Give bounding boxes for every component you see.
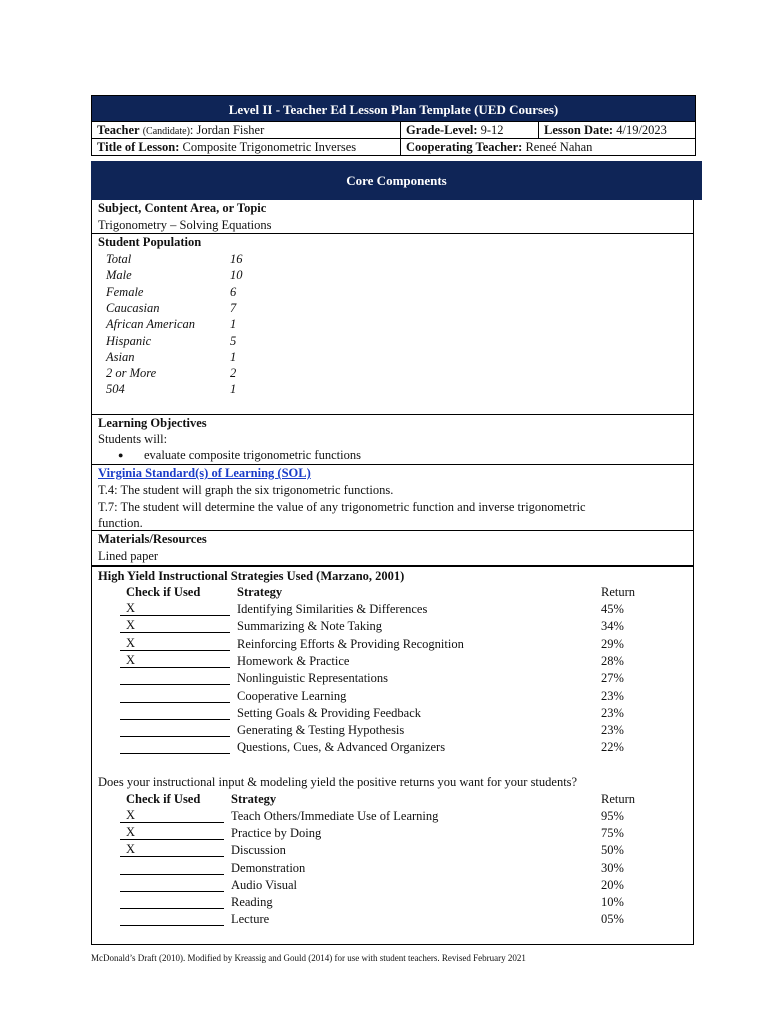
check-blank[interactable]: X xyxy=(120,636,230,651)
strategy-name: Audio Visual xyxy=(231,877,298,892)
coop-teacher-value: Reneé Nahan xyxy=(525,140,593,154)
footer-citation: McDonald’s Draft (2010). Modified by Kreassig and Gould (2014) for use with student teachers. Revised February 2021 xyxy=(91,953,526,963)
check-blank[interactable] xyxy=(120,722,230,737)
population-row-label: Asian xyxy=(106,349,135,364)
sol-t7-line1: T.7: The student will determine the value of any trigonometric function and inverse trigonometric xyxy=(98,500,586,514)
population-row-value: 6 xyxy=(230,284,237,299)
strategy-name: Generating & Testing Hypothesis xyxy=(237,723,405,738)
strategy-return: 28% xyxy=(601,653,624,668)
date-value: 4/19/2023 xyxy=(616,123,667,137)
check-blank[interactable]: X xyxy=(120,653,230,668)
strategy-return: 23% xyxy=(601,705,624,720)
strategy-return: 45% xyxy=(601,602,624,616)
population-row-label: 504 xyxy=(106,382,125,397)
sol-link[interactable]: Virginia Standard(s) of Learning (SOL) xyxy=(98,466,311,480)
sol-t4: T.4: The student will graph the six trigonometric functions. xyxy=(98,483,394,497)
strategy-name: Teach Others/Immediate Use of Learning xyxy=(231,809,439,823)
strategy-name: Questions, Cues, & Advanced Organizers xyxy=(237,740,446,755)
check-blank[interactable]: X xyxy=(120,618,230,633)
population-row-value: 16 xyxy=(230,252,243,266)
subject-section xyxy=(91,200,694,234)
teacher-cell xyxy=(92,122,400,138)
strategy-return: 23% xyxy=(601,688,624,703)
population-row-label: Total xyxy=(106,252,132,266)
population-row-value: 1 xyxy=(230,382,237,397)
input-question: Does your instructional input & modeling yield the positive returns you want for your students? xyxy=(98,775,578,789)
strategy-name: Cooperative Learning xyxy=(237,688,347,703)
population-row-label: Male xyxy=(106,268,132,283)
strategy-return: 10% xyxy=(601,895,624,909)
strategies-section xyxy=(91,567,694,945)
sol-t7-line2: function. xyxy=(98,516,143,530)
strategy-return: 95% xyxy=(601,809,624,823)
population-row-value: 1 xyxy=(230,317,237,332)
header-row-lesson xyxy=(91,139,696,156)
lesson-title-value: Composite Trigonometric Inverses xyxy=(182,140,357,154)
candidate-label: (Candidate) xyxy=(142,126,190,137)
check-blank[interactable]: X xyxy=(120,825,224,840)
teacher-colon: : xyxy=(189,123,194,137)
check-blank[interactable] xyxy=(120,911,224,926)
strategy-name: Setting Goals & Providing Feedback xyxy=(237,705,422,720)
population-row-label: 2 or More xyxy=(106,366,157,381)
strategy-return: 27% xyxy=(601,671,624,686)
strategy-return: 29% xyxy=(601,636,624,651)
materials-section xyxy=(91,531,694,567)
objective-item: evaluate composite trigonometric functions xyxy=(144,448,361,462)
check-blank[interactable] xyxy=(120,894,224,909)
core-components-header: Core Components xyxy=(91,161,702,200)
population-row-value: 7 xyxy=(230,300,237,315)
strategy-return: 23% xyxy=(601,723,624,738)
grade-value: 9-12 xyxy=(480,123,504,137)
check-blank[interactable]: X xyxy=(120,601,230,616)
population-row-value: 5 xyxy=(230,333,237,348)
strategy-return: 75% xyxy=(601,826,624,841)
input-col-strategy: Strategy xyxy=(231,792,277,806)
date-label: Lesson Date: xyxy=(544,123,614,137)
check-blank[interactable] xyxy=(120,688,230,703)
population-section xyxy=(91,234,694,415)
coop-teacher-cell xyxy=(400,139,695,155)
objectives-label: Learning Objectives xyxy=(98,416,207,430)
population-row-label: African American xyxy=(106,317,195,332)
check-blank[interactable] xyxy=(120,739,230,754)
strategy-name: Identifying Similarities & Differences xyxy=(237,602,428,616)
teacher-label: Teacher xyxy=(97,123,140,137)
strategy-name: Reinforcing Efforts & Providing Recognition xyxy=(237,636,464,651)
population-label: Student Population xyxy=(98,235,202,249)
strategy-return: 50% xyxy=(601,843,624,858)
input-col-check: Check if Used xyxy=(126,792,201,806)
strategy-name: Homework & Practice xyxy=(237,653,350,668)
population-row-value: 2 xyxy=(230,366,237,381)
lesson-title-label: Title of Lesson: xyxy=(97,140,180,154)
materials-value: Lined paper xyxy=(98,549,159,563)
marzano-label: High Yield Instructional Strategies Used (Marzano, 2001) xyxy=(98,569,405,583)
materials-label: Materials/Resources xyxy=(98,532,207,546)
population-row-label: Caucasian xyxy=(106,300,160,315)
objectives-intro: Students will: xyxy=(98,432,168,446)
population-row-value: 10 xyxy=(230,268,243,283)
date-cell xyxy=(538,122,695,138)
bullet-icon: ● xyxy=(118,450,124,460)
strategy-name: Lecture xyxy=(231,912,270,927)
strategy-name: Demonstration xyxy=(231,860,306,875)
check-blank[interactable] xyxy=(120,670,230,685)
marzano-col-return: Return xyxy=(601,585,636,599)
sol-section xyxy=(91,465,694,531)
subject-value: Trigonometry – Solving Equations xyxy=(98,218,272,232)
strategy-name: Summarizing & Note Taking xyxy=(237,619,383,634)
strategy-name: Practice by Doing xyxy=(231,826,322,841)
check-blank[interactable] xyxy=(120,705,230,720)
grade-cell xyxy=(400,122,538,138)
teacher-name: Jordan Fisher xyxy=(196,123,265,137)
check-blank[interactable]: X xyxy=(120,808,224,823)
input-col-return: Return xyxy=(601,792,636,806)
header-row-teacher xyxy=(91,122,696,139)
grade-label: Grade-Level: xyxy=(406,123,478,137)
objectives-section xyxy=(91,415,694,465)
check-blank[interactable] xyxy=(120,860,224,875)
subject-label: Subject, Content Area, or Topic xyxy=(98,201,267,215)
strategy-return: 30% xyxy=(601,860,624,875)
population-row-label: Hispanic xyxy=(106,333,152,348)
population-row-label: Female xyxy=(106,284,144,299)
population-row-value: 1 xyxy=(230,349,237,364)
strategy-name: Reading xyxy=(231,895,273,909)
marzano-col-check: Check if Used xyxy=(126,585,201,599)
lesson-title-cell xyxy=(92,139,400,155)
document-title: Level II - Teacher Ed Lesson Plan Template (UED Courses) xyxy=(91,95,696,122)
strategy-return: 05% xyxy=(601,912,624,927)
strategy-name: Nonlinguistic Representations xyxy=(237,671,389,686)
strategy-return: 22% xyxy=(601,740,624,755)
strategy-name: Discussion xyxy=(231,843,286,858)
marzano-col-strategy: Strategy xyxy=(237,585,283,599)
strategy-return: 20% xyxy=(601,877,624,892)
coop-teacher-label: Cooperating Teacher: xyxy=(406,140,523,154)
check-blank[interactable]: X xyxy=(120,842,224,857)
strategy-return: 34% xyxy=(601,619,624,634)
check-blank[interactable] xyxy=(120,877,224,892)
